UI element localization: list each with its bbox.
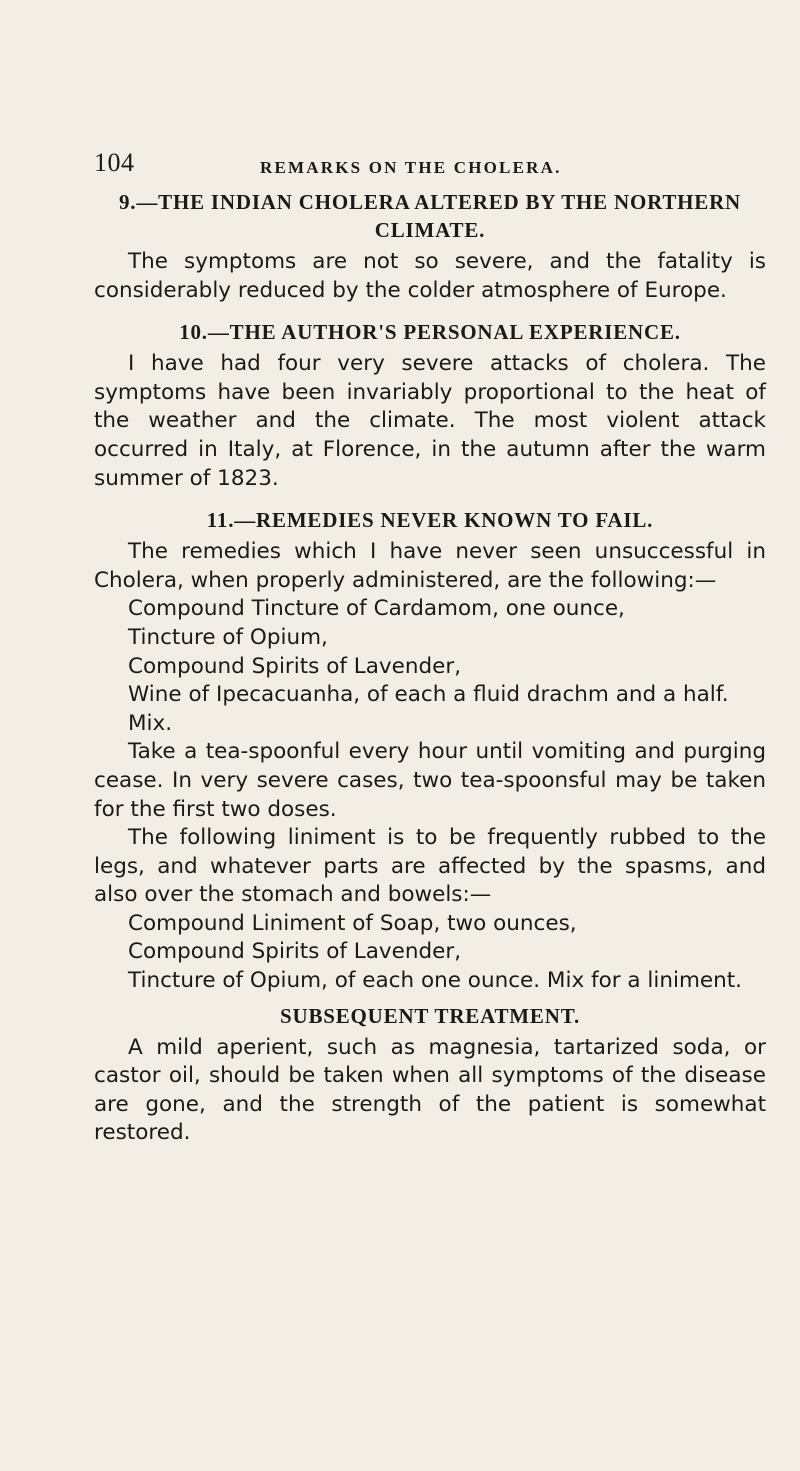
section-9-paragraph: The symptoms are not so severe, and the fatality is considerably reduced by the colder atmosphere of Europe. — [94, 249, 766, 303]
prescription-line: Compound Tincture of Cardamom, one ounce, — [128, 596, 625, 622]
prescription-mixture — [94, 595, 766, 738]
prescription-line: Compound Spirits of Lavender, — [128, 653, 462, 679]
subsequent-treatment-heading: SUBSEQUENT TREATMENT. — [280, 1003, 580, 1028]
prescription-line: Wine of Ipecacuanha, of each a fluid drachm and a half. Mix. — [128, 682, 729, 736]
running-head — [94, 144, 766, 178]
prescription-line: Compound Liniment of Soap, two ounces, — [128, 910, 577, 936]
section-10-heading: 10.—THE AUTHOR'S PERSONAL EXPERIENCE. — [179, 320, 681, 345]
prescription-line: Tincture of Opium, of each one ounce. Mix for a liniment. — [128, 968, 743, 994]
prescription-line: Tincture of Opium, — [128, 624, 328, 650]
subsequent-treatment-paragraph: A mild aperient, such as magnesia, tartarized soda, or castor oil, should be taken when all symptoms of the disease are gone, and the strength of the patient is somewhat restored. — [94, 1034, 766, 1146]
remedies-intro: The remedies which I have never seen unsuccessful in Cholera, when properly administered, are the following:— — [94, 539, 766, 593]
page-number: 104 — [94, 148, 135, 177]
section-11-heading: 11.—REMEDIES NEVER KNOWN TO FAIL. — [206, 508, 654, 533]
section-10-paragraph: I have had four very severe attacks of cholera. The symptoms have been invariably proportional to the heat of the weather and the climate. The most violent attack occurred in Italy, at Florence, in the autumn after the warm summer of 1823. — [94, 351, 766, 491]
section-9-heading: 9.—THE INDIAN CHOLERA ALTERED BY THE NORTHERN CLIMATE. — [118, 190, 742, 242]
dosage-paragraph: Take a tea-spoonful every hour until vomiting and purging cease. In very severe cases, two tea-spoonsful may be taken for the first two doses. — [94, 739, 766, 822]
running-title: REMARKS ON THE CHOLERA. — [260, 158, 562, 177]
liniment-intro: The following liniment is to be frequently rubbed to the legs, and whatever parts are affected by the spasms, and also over the stomach and bowels:— — [94, 825, 766, 908]
prescription-liniment — [94, 910, 766, 996]
page-content — [94, 144, 766, 1148]
prescription-line: Compound Spirits of Lavender, — [128, 939, 462, 965]
